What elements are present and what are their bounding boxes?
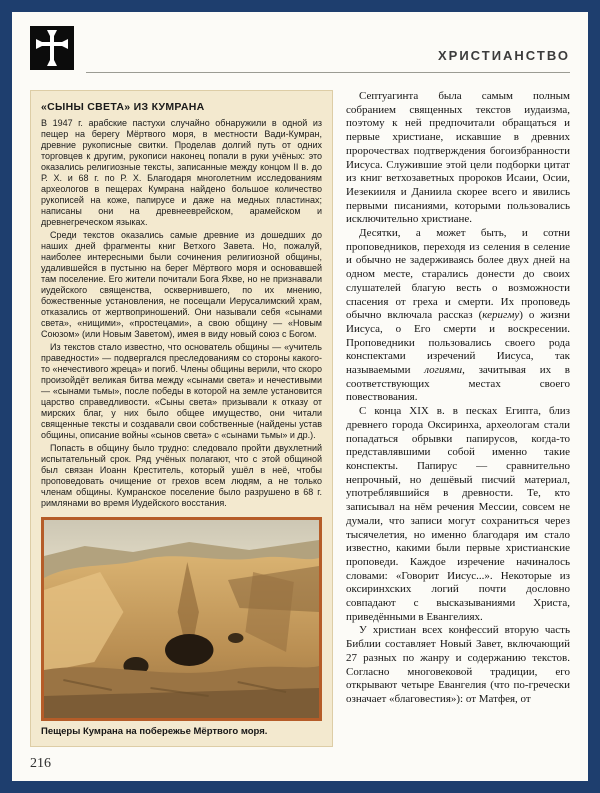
main-paragraph: Септуагинта была самым полным собранием священных текстов иудаизма, поэтому к ней предпочитали обращаться и первые христиане, искавшие в древних пророчествах подтверждения богоизбранности Иисуса. Служившие этой цели подборки цитат из книг ветхозаветных пророков Исаии, Осии, Иезекииля и Даниила скорее всего и явились первыми писаниями, которыми пользовались исключительно христиане. [346, 90, 570, 226]
sidebar-paragraph: В 1947 г. арабские пастухи случайно обнаружили в одной из пещер на берегу Мёртвого моря, в местности Вади-Кумран, древние рукописные свитки. Проделав долгий путь от одних торговцев к другим, рукописи наконец попали в руки учёных: это оказались религиозные тексты, записанные между концом II в. до Р. Х. и 68 г. по Р. Х. Благодаря многолетним исследованиям археологов в пещерах Кумрана найдено большое количество рукописей на коже, папирусе и даже на медных пластинах; написаны они на древнееврейском, арамейском и древнегреческом языках. [41, 118, 322, 227]
section-header: ХРИСТИАНСТВО [438, 48, 570, 63]
sidebar-paragraph: Среди текстов оказались самые древние из дошедших до наших дней фрагменты книг Ветхого Завета. Но, пожалуй, наиболее интересными были сочинения религиозной общины, удалившейся в пустыню на берег Мёртвого моря и основавшей там поселение. Его жители почитали Бога Яхве, но не признавали иудейского священства, осквернившего, по их мнению, божественные установления, не посещали Иерусалимский храм, отказались от жертвоприношений. Они называли себя «сынами света», «нищими», «простецами», а свою общину — «Новым Союзом» (или Новым Заветом), имея в виду новый союз с Богом. [41, 230, 322, 339]
page-number: 216 [30, 756, 51, 771]
main-paragraph: Десятки, а может быть, и сотни проповедников, переходя из селения в селение и обычно не задерживаясь более двух дней на одном месте, старались донести до своих слушателей благую весть о возможности спасения от греха и смерти. Их проповедь обычно включала рассказ (керигму) о жизни Иисуса, о Его смерти и воскресении. Проповедники пользовались своего рода конспектами изречений Иисуса, так называемыми логиями, зачитывая их в соответствующих местах своего повествования. [346, 227, 570, 404]
content-columns [30, 90, 570, 747]
cross-icon [30, 26, 74, 70]
photo-caption: Пещеры Кумрана на побережье Мёртвого моря. [41, 726, 268, 737]
main-text-column [346, 90, 570, 747]
main-paragraph: У христиан всех конфессий вторую часть Библии составляет Новый Завет, включающий 27 разных по жанру и содержанию текстов. Согласно многовековой традиции, его открывают четыре Евангелия (что по-гречески означает «благовестия»): от Матфея, от [346, 624, 570, 705]
sidebar-paragraph: Попасть в общину было трудно: следовало пройти двухлетний испытательный срок. Ряд учёных полагают, что с этой общиной был связан Иоанн Креститель, который ушёл в неё, чтобы проповедовать очищение от грехов всем людям, а не только членам общины. Кумранское поселение было разрушено в 68 г. римлянами во время Иудейского восстания. [41, 443, 322, 508]
sidebar-title: «СЫНЫ СВЕТА» ИЗ КУМРАНА [41, 101, 205, 113]
page-body [12, 12, 588, 781]
main-paragraph: С конца XIX в. в песках Египта, близ древнего города Оксиринха, археологам стали попадаться обрывки папирусов, когда-то представлявшими собой именно такие конспекты. Папирус — сравнительно непрочный, но дешёвый писчий материал, употреблявшийся в древности. Те, кто записывал на нём речения Мессии, совсем не думали, что записи могут сохраниться через тысячелетия, но именно благодаря им стало известно, какими были первые христианские проповеди. Каждое изречение начиналось словами: «Говорит Иисус...». Некоторые из оксиринхских логий почти дословно совпадают с высказываниями Христа, приведёнными в Евангелиях. [346, 405, 570, 623]
sidebar-paragraph: Из текстов стало известно, что основатель общины — «учитель праведности» — подвергался преследованиям со стороны какого-то «нечестивого жреца» и погиб. Члены общины верили, что скоро произойдёт великая битва между «сынами света» и нечестивыми — «сынами тьмы», после победы в которой на земле установится царство справедливости. «Сыны света» призывали к отказу от мирских благ, у них было общее имущество, они читали священные тексты и создавали свои собственные (найдены устав общины, описание войны «сынов света» с «сынами тьмы» и др.). [41, 342, 322, 440]
qumran-caves-photo [41, 517, 322, 721]
header-rule [86, 72, 570, 73]
sidebar-article [30, 90, 333, 747]
